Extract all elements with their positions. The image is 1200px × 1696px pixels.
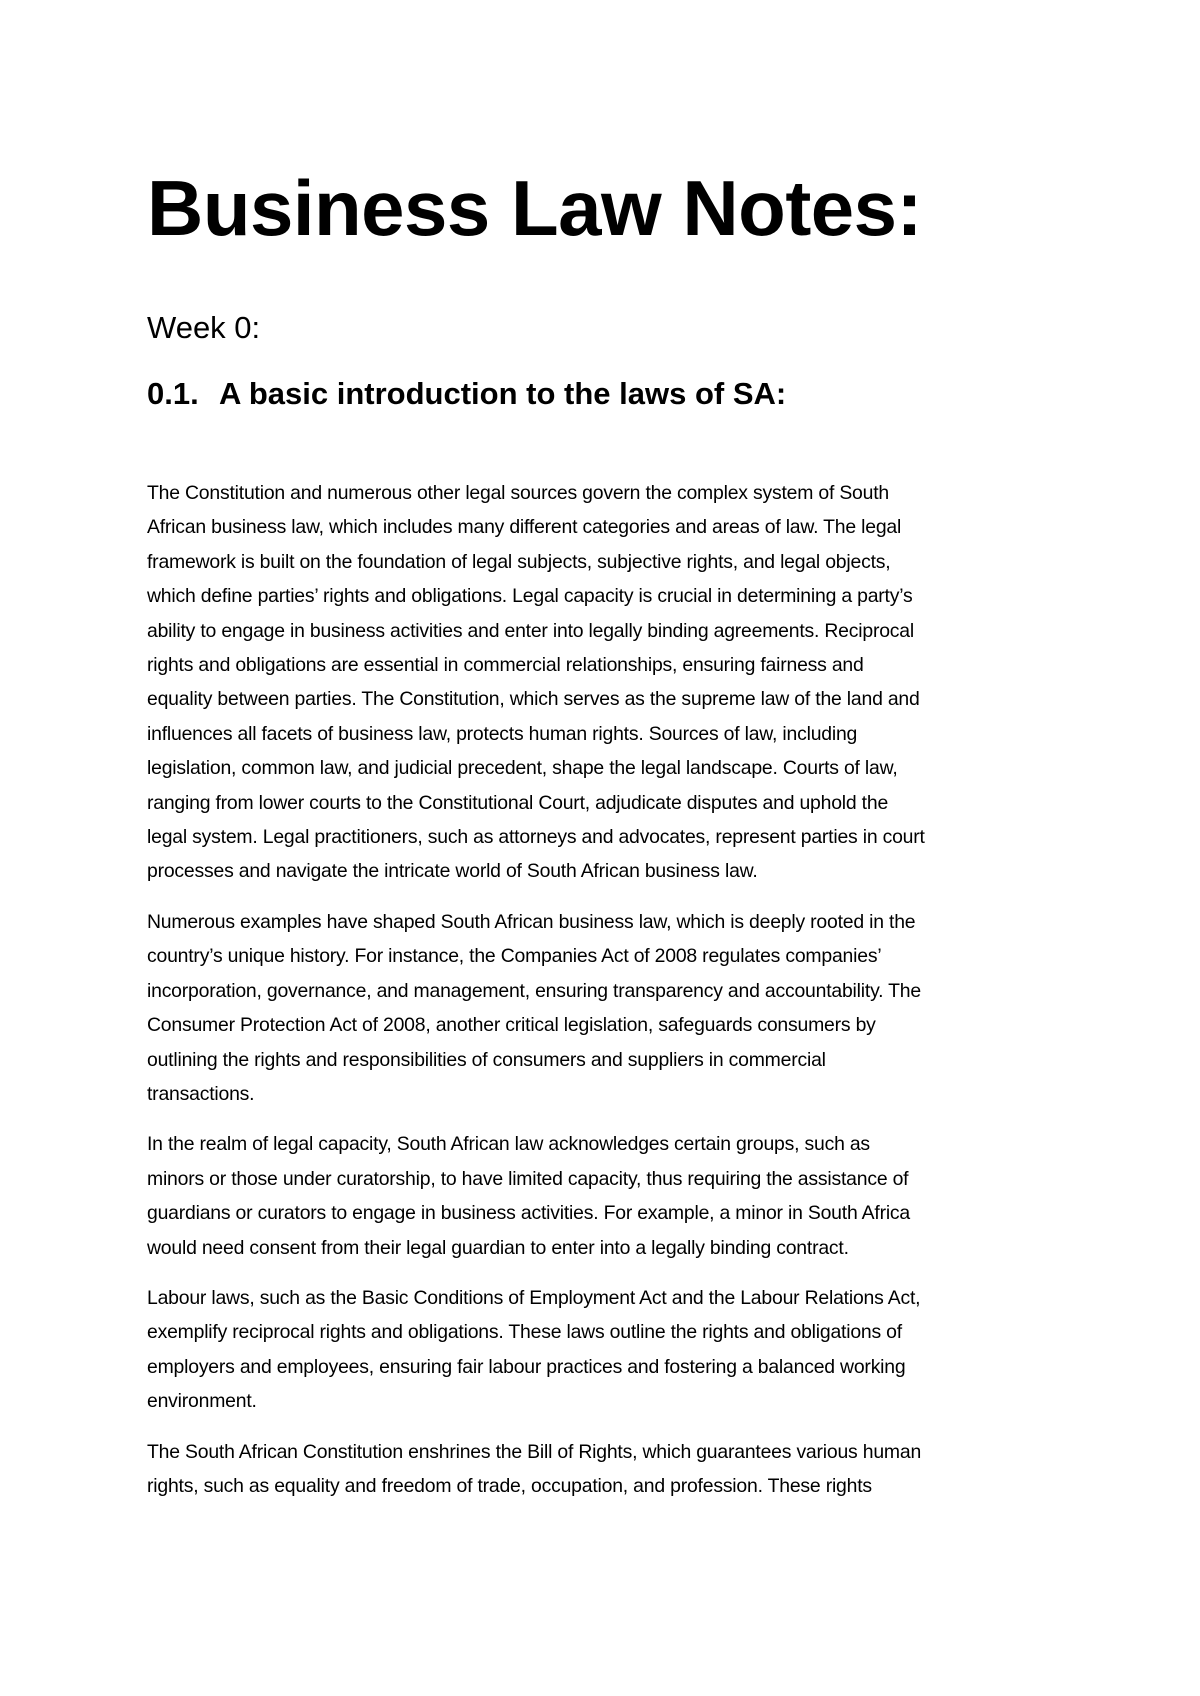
paragraph-line: would need consent from their legal guardian to enter into a legally binding contract.: [147, 1236, 849, 1259]
week-heading: Week 0:: [147, 310, 261, 345]
body-paragraph: [147, 1281, 1067, 1419]
section-title: A basic introduction to the laws of SA:: [219, 376, 787, 411]
body-paragraph: [147, 1127, 1067, 1265]
paragraph-line: minors or those under curatorship, to have limited capacity, thus requiring the assistance of: [147, 1167, 909, 1190]
paragraph-line: The Constitution and numerous other legal sources govern the complex system of South: [147, 482, 890, 504]
paragraph-line: transactions.: [147, 1082, 255, 1105]
paragraph-line: rights, such as equality and freedom of trade, occupation, and profession. These rights: [147, 1474, 872, 1497]
body-text: [147, 476, 1067, 1503]
paragraph-line: rights and obligations are essential in commercial relationships, ensuring fairness and: [147, 654, 864, 677]
section-heading: [147, 372, 1067, 416]
document-content: [147, 158, 1067, 1519]
paragraph-line: Numerous examples have shaped South African business law, which is deeply rooted in the: [147, 910, 916, 933]
paragraph-line: The South African Constitution enshrines the Bill of Rights, which guarantees various human: [147, 1440, 922, 1463]
paragraph-line: which define parties’ rights and obligations. Legal capacity is crucial in determining a party’s: [147, 585, 913, 608]
paragraph-line: employers and employees, ensuring fair labour practices and fostering a balanced working: [147, 1355, 906, 1378]
paragraph-line: country’s unique history. For instance, the Companies Act of 2008 regulates companies’: [147, 945, 882, 968]
paragraph-line: influences all facets of business law, protects human rights. Sources of law, including: [147, 722, 858, 745]
paragraph-line: legal system. Legal practitioners, such as attorneys and advocates, represent parties in court: [147, 826, 925, 849]
body-paragraph: [147, 905, 1067, 1111]
paragraph-line: legislation, common law, and judicial precedent, shape the legal landscape. Courts of law,: [147, 757, 898, 780]
paragraph-line: environment.: [147, 1390, 257, 1413]
paragraph-line: ability to engage in business activities and enter into legally binding agreements. Reciprocal: [147, 619, 914, 642]
section-number: 0.1.: [147, 376, 199, 411]
paragraph-line: exemplify reciprocal rights and obligations. These laws outline the rights and obligations of: [147, 1321, 902, 1344]
paragraph-line: ranging from lower courts to the Constitutional Court, adjudicate disputes and uphold the: [147, 791, 889, 814]
paragraph-line: framework is built on the foundation of legal subjects, subjective rights, and legal objects,: [147, 550, 891, 573]
paragraph-line: African business law, which includes many different categories and areas of law. The legal: [147, 516, 902, 539]
paragraph-line: incorporation, governance, and management, ensuring transparency and accountability. The: [147, 979, 921, 1002]
document-title: Business Law Notes:: [147, 164, 923, 252]
paragraph-line: guardians or curators to engage in business activities. For example, a minor in South Africa: [147, 1202, 911, 1225]
paragraph-line: In the realm of legal capacity, South African law acknowledges certain groups, such as: [147, 1133, 870, 1156]
paragraph-line: equality between parties. The Constitution, which serves as the supreme law of the land and: [147, 688, 920, 711]
paragraph-line: processes and navigate the intricate world of South African business law.: [147, 860, 758, 883]
paragraph-line: outlining the rights and responsibilities of consumers and suppliers in commercial: [147, 1048, 826, 1071]
paragraph-line: Labour laws, such as the Basic Conditions of Employment Act and the Labour Relations Act,: [147, 1286, 921, 1309]
body-paragraph: [147, 476, 1067, 889]
paragraph-line: Consumer Protection Act of 2008, another critical legislation, safeguards consumers by: [147, 1014, 876, 1037]
body-paragraph: [147, 1435, 1067, 1504]
